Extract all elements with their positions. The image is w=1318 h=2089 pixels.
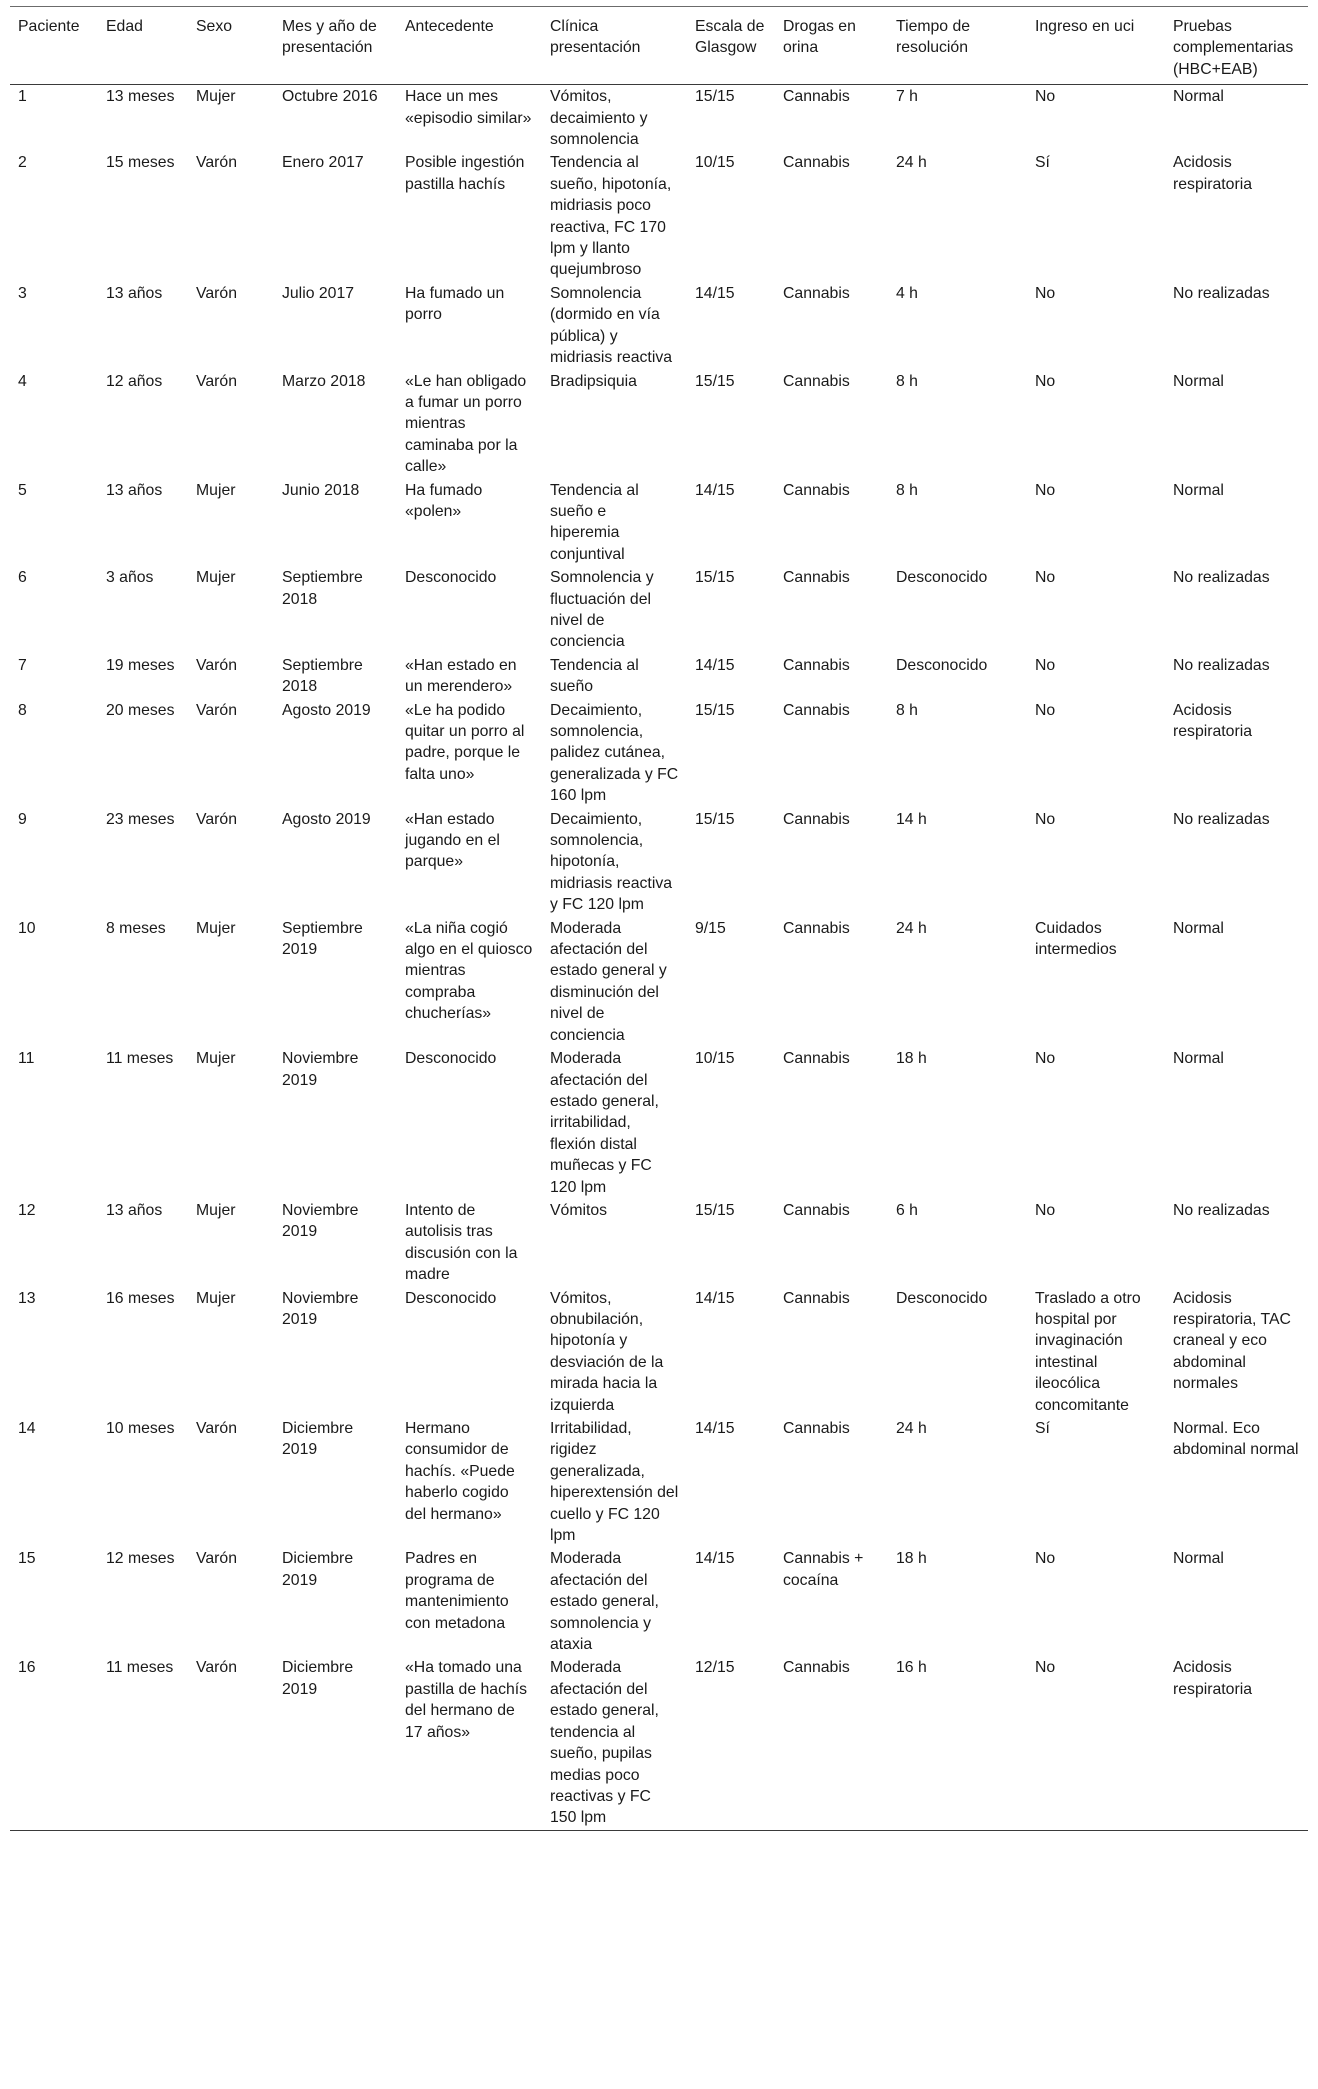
cell-sexo: Mujer: [196, 481, 236, 499]
cell-tiempo: 16 h: [888, 1656, 1027, 1830]
cell-edad: 23 meses: [106, 810, 175, 828]
cell-paciente: 7: [18, 656, 27, 674]
cell-uci: Cuidados intermedios: [1035, 919, 1117, 959]
cell-tiempo: Desconocido: [896, 656, 988, 674]
cell-edad: 19 meses: [106, 656, 175, 674]
cell-clinica: Tendencia al sueño, hipotonía, midriasis poco reactiva, FC 170 lpm y llanto quejumbroso: [550, 154, 672, 279]
header-mes-ano: Mes y año de presentación: [274, 7, 397, 85]
cell-glasgow: 10/15: [695, 1050, 735, 1068]
cell-sexo: Mujer: [196, 1201, 236, 1219]
cell-sexo: Varón: [196, 656, 237, 674]
cell-pruebas: No realizadas: [1173, 1201, 1270, 1219]
cell-paciente: 16: [10, 1656, 98, 1830]
table-row: [10, 566, 1308, 654]
cell-pruebas: No realizadas: [1173, 569, 1270, 587]
cell-antecedente: Padres en programa de mantenimiento con metadona: [405, 1550, 509, 1632]
table-row: [10, 699, 1308, 808]
cell-drogas: Cannabis: [783, 154, 850, 172]
cell-uci: No: [1035, 810, 1056, 828]
table-row: [10, 370, 1308, 479]
cell-uci: No: [1035, 569, 1056, 587]
cell-paciente: 15: [18, 1550, 36, 1568]
cell-sexo: Mujer: [196, 1289, 236, 1307]
cell-mes-ano: Noviembre 2019: [282, 1201, 359, 1241]
table-row: [10, 85, 1308, 152]
cell-pruebas: Normal: [1173, 1050, 1224, 1068]
cell-drogas: Cannabis: [783, 481, 850, 499]
cell-paciente: 13: [18, 1289, 36, 1307]
cell-clinica: Irritabilidad, rigidez generalizada, hiperextensión del cuello y FC 120 lpm: [550, 1420, 679, 1545]
cell-uci: No: [1035, 701, 1056, 719]
cell-antecedente: «Le ha podido quitar un porro al padre, porque le falta uno»: [405, 701, 525, 783]
cell-paciente: 8: [18, 701, 27, 719]
cell-uci: No: [1035, 284, 1056, 302]
table-row: [10, 1547, 1308, 1656]
cell-mes-ano: Septiembre 2019: [282, 919, 363, 959]
cell-antecedente: Ha fumado «polen»: [405, 481, 483, 520]
cell-drogas: Cannabis: [783, 656, 850, 674]
table-row: [10, 1047, 1308, 1199]
table-row: [10, 1199, 1308, 1287]
cell-tiempo: 8 h: [896, 701, 918, 719]
cell-antecedente: Desconocido: [405, 1050, 497, 1068]
cell-antecedente: Ha fumado un porro: [405, 284, 505, 324]
cell-glasgow: 9/15: [695, 919, 726, 937]
header-row: [10, 7, 1308, 85]
cell-sexo: Mujer: [196, 88, 236, 106]
header-antecedente: Antecedente: [397, 7, 542, 85]
cell-mes-ano: Junio 2018: [282, 481, 360, 499]
cell-sexo: Mujer: [196, 569, 236, 587]
cell-glasgow: 14/15: [695, 656, 735, 674]
cell-glasgow: 14/15: [695, 1550, 735, 1568]
cell-paciente: 10: [18, 919, 36, 937]
cell-glasgow: 15/15: [695, 88, 735, 106]
cell-paciente: 1: [18, 88, 27, 106]
cell-drogas: Cannabis + cocaína: [783, 1550, 864, 1589]
cell-pruebas: Acidosis respiratoria: [1165, 1656, 1308, 1830]
cell-drogas: Cannabis: [783, 569, 850, 587]
cell-edad: 10 meses: [106, 1420, 175, 1437]
cell-uci: No: [1035, 88, 1056, 106]
cell-sexo: Varón: [196, 154, 237, 172]
cell-clinica: Moderada afectación del estado general, tendencia al sueño, pupilas medias poco reactivas y FC 150 lpm: [542, 1656, 687, 1830]
cell-uci: No: [1035, 372, 1056, 390]
cell-antecedente: «Le han obligado a fumar un porro mientras caminaba por la calle»: [405, 372, 527, 476]
cell-edad: 13 años: [106, 481, 163, 499]
cell-uci: Traslado a otro hospital por invaginación intestinal ileocólica concomitante: [1035, 1289, 1141, 1414]
cell-glasgow: 12/15: [687, 1656, 775, 1830]
cell-drogas: Cannabis: [783, 1201, 850, 1219]
cell-sexo: Mujer: [196, 1050, 236, 1068]
cell-edad: 13 años: [106, 1201, 163, 1219]
cell-clinica: Vómitos: [550, 1201, 608, 1219]
cell-glasgow: 14/15: [695, 1289, 735, 1307]
cell-pruebas: Normal: [1173, 372, 1224, 390]
cell-clinica: Tendencia al sueño e hiperemia conjuntival: [550, 481, 639, 563]
cell-clinica: Decaimiento, somnolencia, hipotonía, midriasis reactiva y FC 120 lpm: [550, 810, 673, 914]
cell-mes-ano: Noviembre 2019: [282, 1050, 359, 1089]
table-row: [10, 654, 1308, 699]
cell-edad: 13 meses: [106, 88, 175, 106]
cell-uci: No: [1035, 481, 1056, 499]
cell-antecedente: «Ha tomado una pastilla de hachís del hermano de 17 años»: [397, 1656, 542, 1830]
header-clinica: Clínica presentación: [542, 7, 687, 85]
cell-mes-ano: Agosto 2019: [282, 810, 371, 828]
cell-clinica: Somnolencia y fluctuación del nivel de conciencia: [550, 569, 654, 651]
cell-mes-ano: Marzo 2018: [282, 372, 366, 390]
cell-antecedente: Desconocido: [405, 1289, 497, 1307]
cell-paciente: 4: [18, 372, 27, 390]
header-pruebas: Pruebas complementarias (HBC+EAB): [1165, 7, 1308, 85]
table-body: [10, 85, 1308, 1831]
cell-edad: 16 meses: [106, 1289, 175, 1307]
cell-drogas: Cannabis: [783, 919, 850, 937]
cell-glasgow: 15/15: [695, 701, 735, 719]
cell-uci: No: [1027, 1656, 1165, 1830]
cell-edad: 8 meses: [106, 919, 166, 937]
cell-drogas: Cannabis: [775, 1656, 888, 1830]
cell-drogas: Cannabis: [783, 1050, 850, 1068]
cell-sexo: Varón: [196, 1420, 237, 1437]
cell-uci: Sí: [1035, 1420, 1050, 1437]
cell-antecedente: «Han estado en un merendero»: [405, 656, 517, 696]
cell-mes-ano: Agosto 2019: [282, 701, 371, 719]
cell-drogas: Cannabis: [783, 1289, 850, 1307]
cell-tiempo: 4 h: [896, 284, 918, 302]
cell-tiempo: 14 h: [896, 810, 927, 828]
cell-uci: No: [1035, 1550, 1056, 1568]
cell-glasgow: 14/15: [695, 481, 735, 499]
cell-mes-ano: Diciembre 2019: [282, 1550, 354, 1589]
cell-edad: 3 años: [106, 569, 154, 587]
cell-sexo: Varón: [196, 701, 237, 719]
cell-glasgow: 15/15: [695, 810, 735, 828]
cell-glasgow: 10/15: [695, 154, 735, 172]
table-row: [10, 151, 1308, 281]
cell-tiempo: 24 h: [896, 1420, 927, 1437]
cell-clinica: Vómitos, decaimiento y somnolencia: [550, 88, 648, 149]
cell-mes-ano: Septiembre 2018: [282, 656, 363, 696]
cell-pruebas: No realizadas: [1173, 656, 1270, 674]
cell-tiempo: 8 h: [896, 481, 918, 499]
cell-paciente: 9: [18, 810, 27, 828]
cell-edad: 11 meses: [106, 1050, 174, 1068]
cell-glasgow: 15/15: [695, 372, 735, 390]
header-sexo: Sexo: [188, 7, 274, 85]
cell-antecedente: Hace un mes «episodio similar»: [405, 88, 532, 127]
cell-paciente: 5: [18, 481, 27, 499]
cell-drogas: Cannabis: [783, 1420, 850, 1437]
cell-clinica: Somnolencia (dormido en vía pública) y midriasis reactiva: [550, 284, 673, 367]
cell-mes-ano: Diciembre 2019: [274, 1656, 397, 1830]
cell-drogas: Cannabis: [783, 701, 850, 719]
table-row: [10, 1287, 1308, 1417]
cell-sexo: Varón: [188, 1656, 274, 1830]
cell-tiempo: Desconocido: [896, 569, 988, 587]
cell-pruebas: Normal: [1173, 919, 1224, 937]
cell-sexo: Varón: [196, 1550, 237, 1568]
cell-antecedente: Intento de autolisis tras discusión con la madre: [405, 1201, 518, 1284]
cell-clinica: Moderada afectación del estado general y disminución del nivel de conciencia: [550, 919, 667, 1044]
cell-glasgow: 14/15: [695, 1420, 735, 1437]
table-row: [10, 1656, 1308, 1830]
cell-pruebas: No realizadas: [1173, 284, 1270, 302]
cell-tiempo: 7 h: [896, 88, 918, 106]
cell-mes-ano: Diciembre 2019: [282, 1420, 354, 1459]
cell-mes-ano: Julio 2017: [282, 284, 355, 302]
table-row: [10, 917, 1308, 1047]
cell-paciente: 11: [18, 1050, 35, 1068]
cell-tiempo: Desconocido: [896, 1289, 988, 1307]
cell-clinica: Moderada afectación del estado general, irritabilidad, flexión distal muñecas y FC 120 lpm: [550, 1050, 659, 1196]
table-row: [10, 808, 1308, 917]
cell-uci: No: [1035, 1201, 1056, 1219]
cell-pruebas: Normal: [1173, 481, 1224, 499]
cell-tiempo: 18 h: [896, 1050, 927, 1068]
cell-edad: 12 años: [106, 372, 163, 390]
table-row: [10, 1417, 1308, 1547]
header-uci: Ingreso en uci: [1027, 7, 1165, 85]
table-row: [10, 282, 1308, 370]
header-edad: Edad: [98, 7, 188, 85]
cell-tiempo: 8 h: [896, 372, 918, 390]
cell-edad: 12 meses: [106, 1550, 175, 1568]
cell-mes-ano: Septiembre 2018: [282, 569, 363, 608]
cell-antecedente: Desconocido: [405, 569, 497, 587]
cell-clinica: Moderada afectación del estado general, somnolencia y ataxia: [550, 1550, 659, 1654]
cell-uci: Sí: [1035, 154, 1050, 172]
cell-glasgow: 15/15: [695, 1201, 735, 1219]
cell-sexo: Varón: [196, 810, 237, 828]
cell-clinica: Bradipsiquia: [550, 372, 637, 390]
cell-pruebas: Normal. Eco abdominal normal: [1173, 1420, 1299, 1459]
header-paciente: Paciente: [10, 7, 98, 85]
cell-tiempo: 24 h: [896, 154, 927, 172]
cell-pruebas: Normal: [1173, 88, 1224, 106]
header-tiempo: Tiempo de resolución: [888, 7, 1027, 85]
cell-edad: 13 años: [106, 284, 163, 302]
cell-paciente: 2: [18, 154, 27, 172]
cell-drogas: Cannabis: [783, 284, 850, 302]
cell-antecedente: Hermano consumidor de hachís. «Puede haberlo cogido del hermano»: [405, 1420, 515, 1523]
cell-mes-ano: Octubre 2016: [282, 88, 378, 106]
cell-tiempo: 18 h: [896, 1550, 927, 1568]
cell-pruebas: Normal: [1173, 1550, 1224, 1568]
cell-antecedente: «Han estado jugando en el parque»: [405, 810, 500, 871]
cell-clinica: Vómitos, obnubilación, hipotonía y desviación de la mirada hacia la izquierda: [550, 1289, 664, 1414]
table-row: [10, 479, 1308, 567]
patients-table: [10, 6, 1308, 1831]
cell-edad: 15 meses: [106, 154, 175, 172]
cell-tiempo: 24 h: [896, 919, 927, 937]
cell-pruebas: Acidosis respiratoria: [1173, 701, 1253, 740]
cell-sexo: Varón: [196, 284, 237, 302]
cell-mes-ano: Noviembre 2019: [282, 1289, 359, 1328]
cell-antecedente: Posible ingestión pastilla hachís: [405, 154, 525, 193]
cell-paciente: 3: [18, 284, 27, 302]
header-glasgow: Escala de Glasgow: [687, 7, 775, 85]
cell-clinica: Tendencia al sueño: [550, 656, 639, 696]
cell-drogas: Cannabis: [783, 810, 850, 828]
cell-edad: 20 meses: [106, 701, 175, 719]
cell-paciente: 6: [18, 569, 27, 587]
cell-mes-ano: Enero 2017: [282, 154, 364, 172]
cell-sexo: Varón: [196, 372, 237, 390]
cell-glasgow: 15/15: [695, 569, 735, 587]
cell-glasgow: 14/15: [695, 284, 735, 302]
header-drogas: Drogas en orina: [775, 7, 888, 85]
cell-drogas: Cannabis: [783, 88, 850, 106]
cell-uci: No: [1035, 656, 1056, 674]
cell-edad: 11 meses: [98, 1656, 188, 1830]
cell-pruebas: Acidosis respiratoria, TAC craneal y eco abdominal normales: [1173, 1289, 1291, 1393]
cell-pruebas: No realizadas: [1173, 810, 1270, 828]
cell-paciente: 12: [18, 1201, 36, 1219]
cell-drogas: Cannabis: [783, 372, 850, 390]
cell-tiempo: 6 h: [896, 1201, 918, 1219]
cell-sexo: Mujer: [196, 919, 236, 937]
cell-paciente: 14: [18, 1420, 36, 1437]
cell-uci: No: [1035, 1050, 1056, 1068]
cell-clinica: Decaimiento, somnolencia, palidez cutánea, generalizada y FC 160 lpm: [550, 701, 679, 805]
table-header: [10, 7, 1308, 85]
cell-antecedente: «La niña cogió algo en el quiosco mientras compraba chucherías»: [405, 919, 533, 1023]
cell-pruebas: Acidosis respiratoria: [1173, 154, 1253, 193]
